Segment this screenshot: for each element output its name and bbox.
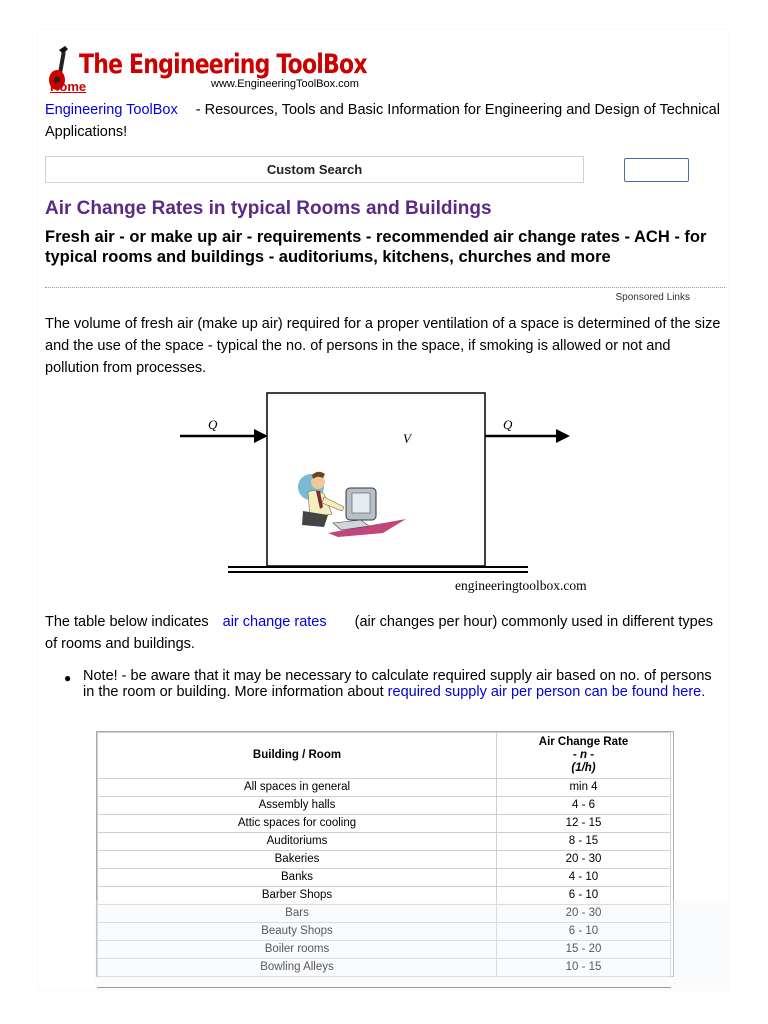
room-cell: All spaces in general xyxy=(98,779,497,797)
room-cell: Beauty Shops xyxy=(98,923,497,941)
table-row xyxy=(98,797,671,815)
rate-cell: 20 - 30 xyxy=(497,905,671,923)
rate-cell: 8 - 15 xyxy=(497,833,671,851)
table-row xyxy=(98,905,671,923)
table-row xyxy=(98,887,671,905)
q-in-label: Q xyxy=(208,417,218,432)
search-input[interactable] xyxy=(45,156,584,183)
rate-cell: 20 - 30 xyxy=(497,851,671,869)
intro-paragraph: The volume of fresh air (make up air) required for a proper ventilation of a space is determined of the size and the use of the space - typical the no. of persons in the space, if smoking is allowed or not and pollution from processes. xyxy=(45,316,721,376)
room-cell: Barber Shops xyxy=(98,887,497,905)
bullet-icon: ● xyxy=(64,671,72,685)
site-intro xyxy=(45,99,725,143)
page-title: Air Change Rates in typical Rooms and Buildings xyxy=(45,198,492,219)
room-cell: Banks xyxy=(98,869,497,887)
volume-label: V xyxy=(403,431,411,446)
search-label: Custom Search xyxy=(266,162,363,177)
diagram-credit: engineeringtoolbox.com xyxy=(455,578,587,593)
supply-air-per-person-link[interactable]: required supply air per person can be found here. xyxy=(387,684,706,700)
logo-url: www.EngineeringToolBox.com xyxy=(211,78,359,90)
room-cell: Bars xyxy=(98,905,497,923)
rate-cell: 4 - 6 xyxy=(497,797,671,815)
table-row xyxy=(98,815,671,833)
rate-cell: min 4 xyxy=(497,779,671,797)
table-row xyxy=(98,959,671,977)
rate-cell: 12 - 15 xyxy=(497,815,671,833)
air-change-table-wrapper xyxy=(97,732,671,977)
table-row xyxy=(98,833,671,851)
page-subtitle: Fresh air - or make up air - requirements - recommended air change rates - ACH - for typical rooms and buildings - auditoriums, kitchens, churches and more xyxy=(45,228,707,266)
bottom-divider xyxy=(97,987,671,988)
col-air-change-rate xyxy=(497,733,671,779)
rate-cell: 15 - 20 xyxy=(497,941,671,959)
site-logo[interactable] xyxy=(45,44,367,96)
dotted-divider xyxy=(45,287,725,288)
room-cell: Auditoriums xyxy=(98,833,497,851)
table-header-row xyxy=(98,733,671,779)
col-building-room: Building / Room xyxy=(98,733,497,779)
note-text: Note! - be aware that it may be necessary to calculate required supply air based on no. of persons in the room or building. More information about xyxy=(83,668,712,700)
rate-cell: 6 - 10 xyxy=(497,887,671,905)
room-cell: Assembly halls xyxy=(98,797,497,815)
search-button[interactable] xyxy=(624,158,689,182)
outlet-arrow-head xyxy=(556,429,570,443)
intro-text: - Resources, Tools and Basic Information for Engineering and Design of Technical Applications! xyxy=(45,102,720,140)
room-cell: Attic spaces for cooling xyxy=(98,815,497,833)
col-rate-line1: Air Change Rate xyxy=(538,736,629,748)
room-box xyxy=(267,393,485,566)
rate-cell: 10 - 15 xyxy=(497,959,671,977)
room-cell: Bowling Alleys xyxy=(98,959,497,977)
rate-cell: 4 - 10 xyxy=(497,869,671,887)
home-link[interactable]: Home xyxy=(50,79,87,94)
col-rate-line3: (1/h) xyxy=(571,762,596,774)
col-rate-line2: - n - xyxy=(572,749,595,761)
sponsored-links-label: Sponsored Links xyxy=(615,292,690,303)
air-change-rates-link[interactable]: air change rates xyxy=(222,614,327,630)
room-cell: Bakeries xyxy=(98,851,497,869)
rate-cell: 6 - 10 xyxy=(497,923,671,941)
inlet-arrow-head xyxy=(254,429,268,443)
room-cell: Boiler rooms xyxy=(98,941,497,959)
table-row xyxy=(98,851,671,869)
para2-before: The table below indicates xyxy=(45,614,209,630)
q-out-label: Q xyxy=(503,417,513,432)
ventilation-diagram xyxy=(178,385,598,600)
table-row xyxy=(98,923,671,941)
engineering-toolbox-link[interactable]: Engineering ToolBox xyxy=(45,102,178,118)
para2-after: (air changes per hour) commonly used in different types of rooms and buildings. xyxy=(45,614,714,652)
table-row xyxy=(98,869,671,887)
air-change-table xyxy=(97,732,671,977)
logo-text: The Engineering ToolBox xyxy=(79,50,367,80)
table-row xyxy=(98,941,671,959)
table-intro-paragraph xyxy=(45,611,725,655)
person-at-computer-icon xyxy=(298,472,406,537)
diagram-svg xyxy=(178,385,598,600)
table-row xyxy=(98,779,671,797)
